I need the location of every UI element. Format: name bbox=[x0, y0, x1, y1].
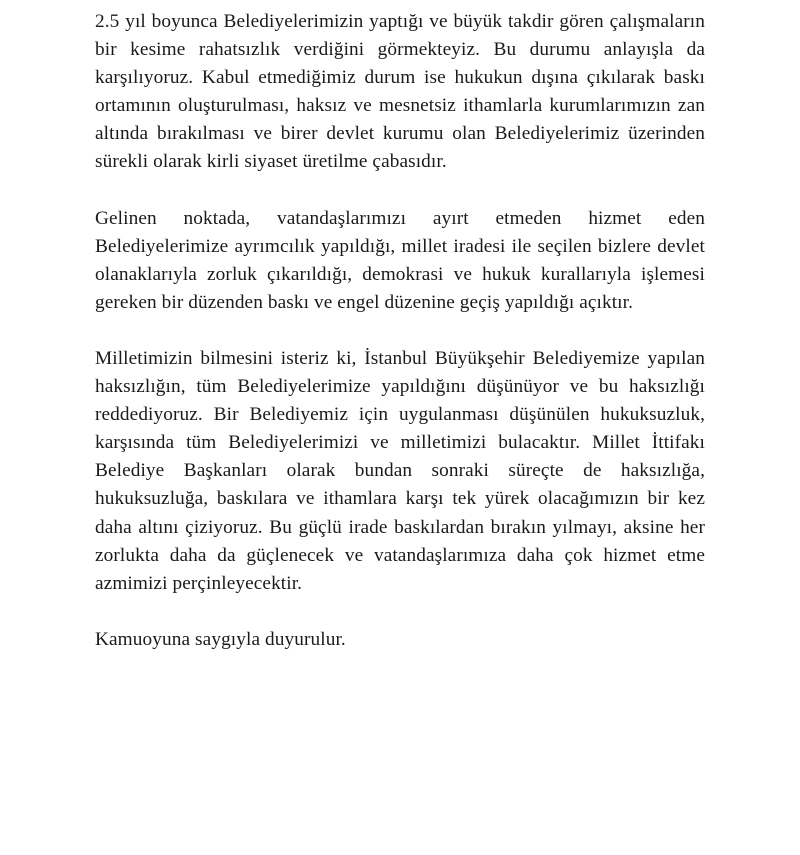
paragraph-intro: 2.5 yıl boyunca Belediyelerimizin yaptığı ve büyük takdir gören çalışmaların bir kesime rahatsızlık verdiğini görmekteyiz. Bu durumu anlayışla da karşılıyoruz. Kabul etmediğimiz durum ise hukukun dışına çıkılarak baskı ortamının oluşturulması, haksız ve mesnetsiz ithamlarla kurumlarımızın zan altında bırakılması ve birer devlet kurumu olan Belediyelerimiz üzerinden sürekli olarak kirli siyaset üretilme çabasıdır. bbox=[95, 11, 705, 173]
document-body bbox=[95, 8, 705, 654]
paragraph-declaration: Milletimizin bilmesini isteriz ki, İstanbul Büyükşehir Belediyemize yapılan haksızlığın, tüm Belediyelerimize yapıldığını düşünüyor ve bu haksızlığı reddediyoruz. Bir Belediyemiz için uygulanması düşünülen hukuksuzluk, karşısında tüm Belediyelerimizi ve milletimizi bulacaktır. Millet İttifakı Belediye Başkanları olarak bundan sonraki süreçte de haksızlığa, hukuksuzluğa, baskılara ve ithamlara karşı tek yürek olacağımızın bir kez daha altını çiziyoruz. Bu güçlü irade baskılardan bırakın yılmayı, aksine her zorlukta daha da güçlenecek ve vatandaşlarımıza daha çok hizmet etme azmimizi perçinleyecektir. bbox=[95, 347, 705, 594]
paragraph-current-situation: Gelinen noktada, vatandaşlarımızı ayırt etmeden hizmet eden Belediyelerimize ayrımcılık yapıldığı, millet iradesi ile seçilen bizlere devlet olanaklarıyla zorluk çıkarıldığı, demokrasi ve hukuk kurallarıyla işlemesi gereken bir düzenden baskı ve engel düzenine geçiş yapıldığı açıktır. bbox=[95, 207, 705, 313]
closing-line: Kamuoyuna saygıyla duyurulur. bbox=[95, 628, 346, 650]
